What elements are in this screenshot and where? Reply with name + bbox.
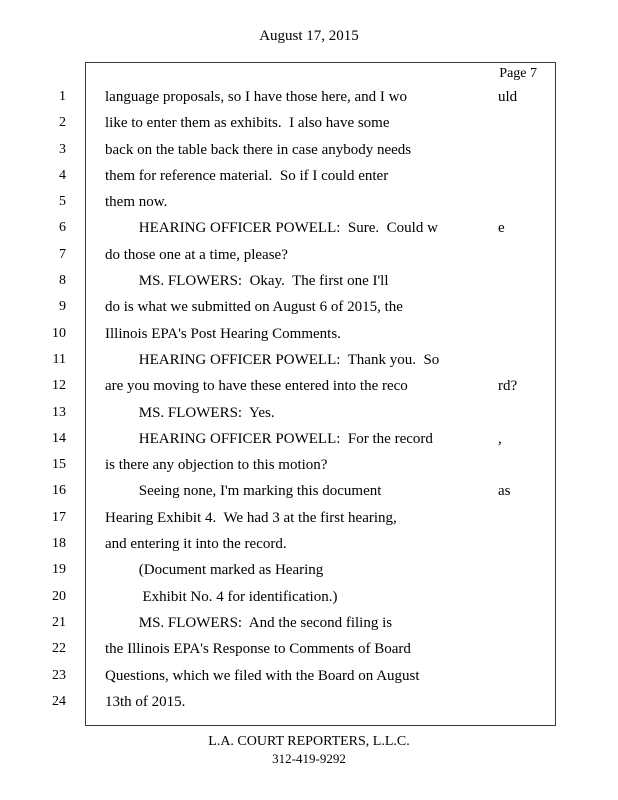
line-number: 6 <box>59 220 66 236</box>
transcript-line <box>0 400 618 426</box>
line-number: 18 <box>52 536 66 552</box>
line-text: HEARING OFFICER POWELL: Thank you. So <box>105 351 440 368</box>
line-number: 23 <box>52 667 66 683</box>
transcript-lines <box>0 84 618 715</box>
transcript-line <box>0 505 618 531</box>
line-number: 22 <box>52 641 66 657</box>
footer <box>0 733 618 767</box>
line-overflow-text: uld <box>498 89 518 105</box>
line-overflow-text: , <box>498 430 502 447</box>
line-number: 19 <box>52 562 66 578</box>
transcript-line <box>0 557 618 583</box>
line-text: and entering it into the record. <box>105 536 287 553</box>
transcript-line <box>0 636 618 662</box>
line-number: 11 <box>52 351 66 367</box>
transcript-line <box>0 189 618 215</box>
transcript-line <box>0 663 618 689</box>
line-number: 24 <box>52 693 66 709</box>
line-number: 10 <box>52 325 66 341</box>
transcript-line <box>0 478 618 504</box>
line-text: Exhibit No. 4 for identification.) <box>105 588 338 605</box>
line-number: 16 <box>52 483 66 499</box>
line-text: do those one at a time, please? <box>105 246 288 263</box>
footer-company: L.A. COURT REPORTERS, L.L.C. <box>208 734 410 749</box>
transcript-line <box>0 242 618 268</box>
transcript-line <box>0 347 618 373</box>
line-text: MS. FLOWERS: And the second filing is <box>105 614 393 631</box>
line-number: 21 <box>52 614 66 630</box>
transcript-line <box>0 268 618 294</box>
line-text: the Illinois EPA's Response to Comments of Board <box>105 641 411 658</box>
transcript-line <box>0 84 618 110</box>
footer-phone: 312-419-9292 <box>272 751 346 766</box>
line-text: Illinois EPA's Post Hearing Comments. <box>105 325 341 342</box>
line-number: 5 <box>59 194 66 210</box>
transcript-line <box>0 426 618 452</box>
transcript-line <box>0 163 618 189</box>
line-text: Hearing Exhibit 4. We had 3 at the first hearing, <box>105 509 397 526</box>
line-number: 20 <box>52 588 66 604</box>
line-text: Seeing none, I'm marking this document <box>105 483 382 500</box>
header-date: August 17, 2015 <box>259 28 359 44</box>
line-overflow-text: rd? <box>498 378 518 395</box>
transcript-line <box>0 294 618 320</box>
transcript-line <box>0 137 618 163</box>
line-number: 4 <box>59 167 66 183</box>
line-number: 3 <box>59 141 66 157</box>
transcript-line <box>0 373 618 399</box>
line-overflow-text: e <box>498 220 505 237</box>
line-number: 17 <box>52 509 66 525</box>
line-text: are you moving to have these entered into the reco <box>105 378 408 395</box>
transcript-line <box>0 610 618 636</box>
line-overflow-text: as <box>498 483 511 500</box>
line-text: Questions, which we filed with the Board on August <box>105 667 420 684</box>
line-text: them now. <box>105 194 168 211</box>
line-text: do is what we submitted on August 6 of 2015, the <box>105 299 403 316</box>
line-number: 13 <box>52 404 66 420</box>
line-number: 8 <box>59 273 66 289</box>
line-number: 15 <box>52 457 66 473</box>
transcript-line <box>0 215 618 241</box>
page-number-label: Page 7 <box>499 66 537 81</box>
transcript-line <box>0 321 618 347</box>
line-text: HEARING OFFICER POWELL: For the record <box>105 430 433 447</box>
line-number: 14 <box>52 430 66 446</box>
line-text: back on the table back there in case anybody needs <box>105 141 412 158</box>
line-number: 1 <box>59 89 66 104</box>
line-text: is there any objection to this motion? <box>105 457 328 474</box>
transcript-line <box>0 531 618 557</box>
transcript-line <box>0 452 618 478</box>
line-number: 7 <box>59 246 66 262</box>
line-text: them for reference material. So if I could enter <box>105 167 389 184</box>
line-text: language proposals, so I have those here, and I wo <box>105 89 407 105</box>
line-number: 12 <box>52 378 66 394</box>
line-number: 9 <box>59 299 66 315</box>
transcript-line <box>0 110 618 136</box>
line-text: HEARING OFFICER POWELL: Sure. Could w <box>105 220 438 237</box>
transcript-line <box>0 584 618 610</box>
line-text: like to enter them as exhibits. I also have some <box>105 115 390 132</box>
line-number: 2 <box>59 115 66 131</box>
line-text: MS. FLOWERS: Yes. <box>105 404 275 421</box>
line-text: 13th of 2015. <box>105 693 186 710</box>
line-text: MS. FLOWERS: Okay. The first one I'll <box>105 273 389 290</box>
line-text: (Document marked as Hearing <box>105 562 324 579</box>
transcript-line <box>0 689 618 715</box>
